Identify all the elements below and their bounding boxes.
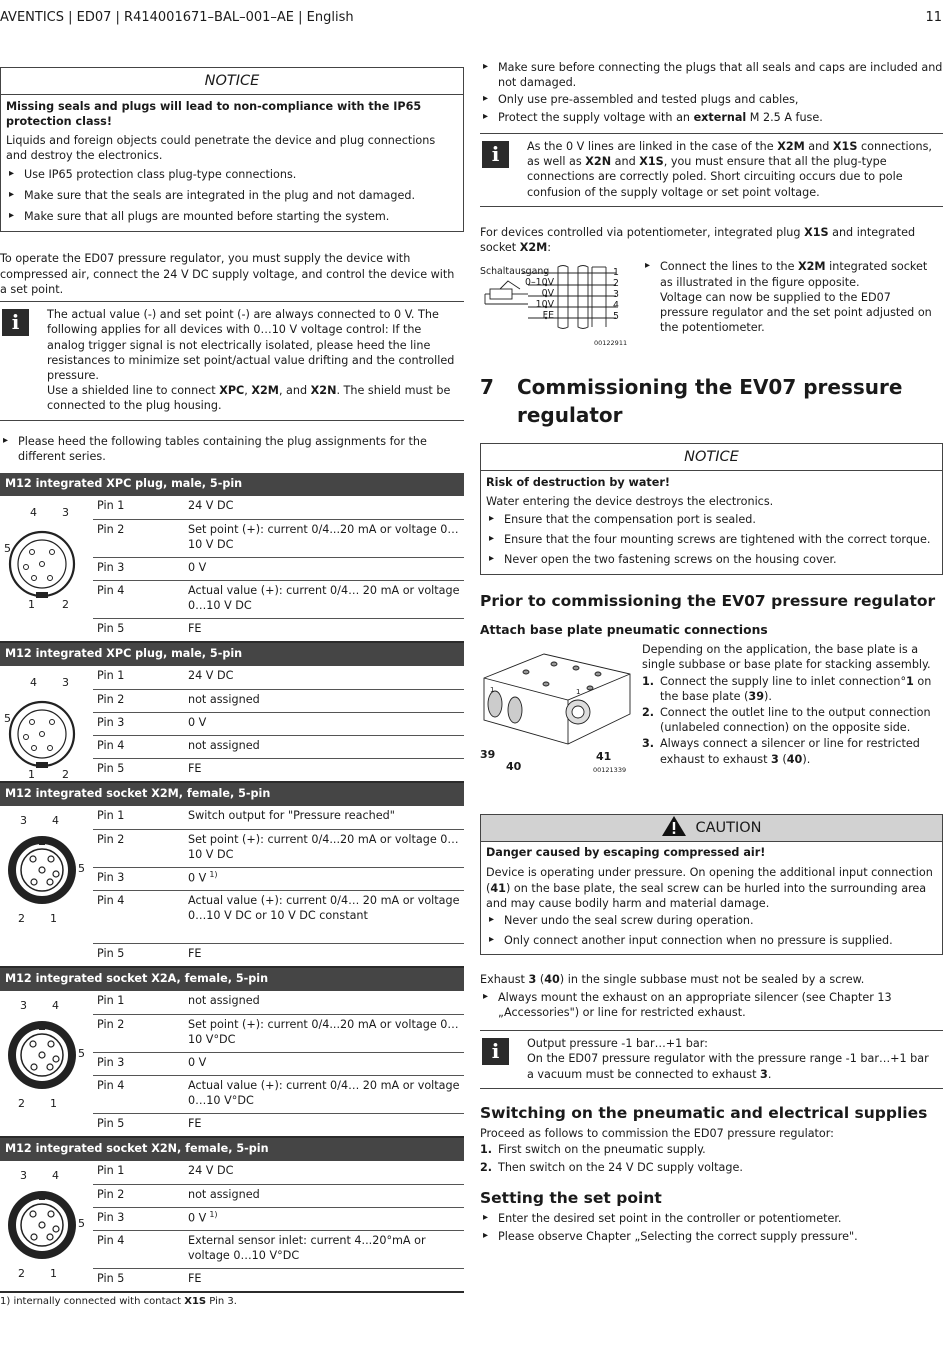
table-row <box>93 712 464 735</box>
pin-cell: Pin 5 <box>97 1116 125 1130</box>
pin-cell: Pin 2 <box>93 829 184 867</box>
assignment-text: 0 V <box>188 1055 207 1069</box>
table-row <box>93 618 464 641</box>
table-row <box>93 689 464 712</box>
table-row <box>93 557 464 580</box>
pin-number-label: 5 <box>78 1217 85 1231</box>
pin-number-label: 4 <box>30 506 37 520</box>
bullet-item: ▸ Please heed the following tables containing the plug assignments for the different series. <box>0 434 464 464</box>
exhaust-bullet <box>480 990 943 1020</box>
assignment-text: Set point (+): current 0/4...20 mA or voltage 0…10 V DC <box>188 522 459 551</box>
caution-box <box>480 814 943 955</box>
notice-box-ip65 <box>0 67 464 232</box>
assignment-cell <box>184 943 464 966</box>
assignment-cell <box>184 1161 464 1184</box>
pin-number-label: 3 <box>62 676 69 690</box>
step-item: 3. Always connect a silencer or line for restricted exhaust to exhaust 3 (40). <box>642 737 920 766</box>
assignment-cell <box>184 689 464 712</box>
assignment-cell <box>184 1207 464 1230</box>
assignment-text: Actual value (+): current 0/4… 20 mA or voltage 0…10 V°DC <box>188 1078 460 1107</box>
assignment-cell <box>184 1075 464 1113</box>
pin-label: 3 <box>613 289 619 301</box>
warning-icon <box>661 815 687 837</box>
table-row <box>93 806 464 829</box>
pin-number-label: 2 <box>18 1097 25 1111</box>
table-row <box>93 519 464 557</box>
pin-cell: Pin 1 <box>93 806 184 829</box>
plug-table <box>0 991 464 1138</box>
pin-cell: Pin 5 <box>97 761 125 775</box>
assignment-cell <box>184 890 464 943</box>
plug-table-title: M12 integrated XPC plug, male, 5-pin <box>0 643 464 666</box>
notice-title: NOTICE <box>1 68 463 95</box>
footnote: 1) internally connected with contact X1S Pin 3. <box>0 1296 237 1308</box>
info-text: Output pressure -1 bar…+1 bar: <box>527 1037 708 1051</box>
info-text: On the ED07 pressure regulator with the pressure range -1 bar…+1 bar a vacuum must be connected to exhaust 3. <box>527 1052 929 1081</box>
exhaust-text: Exhaust 3 (40) in the single subbase must not be sealed by a screw. <box>480 973 865 987</box>
pin-cell: Pin 3 <box>93 1207 184 1230</box>
assignment-text: Actual value (+): current 0/4… 20 mA or voltage 0…10 V DC <box>188 583 460 612</box>
table-row <box>93 735 464 758</box>
bullet-item: ▸ Never open the two fastening screws on the housing cover. <box>486 552 937 567</box>
pin-number-label: 1 <box>50 1267 57 1281</box>
table-row <box>93 1161 464 1184</box>
assignment-cell <box>184 519 464 557</box>
notice-text: Water entering the device destroys the electronics. <box>486 495 774 509</box>
step-item: 2. Connect the outlet line to the output connection (unlabeled connection) on the opposite side. <box>642 705 931 735</box>
baseplate-block <box>480 642 943 800</box>
bullet-item: ▸ Use IP65 protection class plug-type connections. <box>6 167 458 182</box>
assignment-text: 24 V DC <box>188 669 234 683</box>
pin-cell: Pin 1 <box>93 991 184 1014</box>
pin-number-label: 4 <box>30 676 37 690</box>
bullet-item: ▸ Protect the supply voltage with an external M 2.5 A fuse. <box>480 110 943 125</box>
wiring-label: 0V <box>541 288 554 300</box>
assignment-text: FE <box>188 1116 202 1130</box>
plug-bullets <box>480 60 943 125</box>
plug-table-title: M12 integrated socket X2A, female, 5-pin <box>0 968 464 991</box>
pin-cell: Pin 4 <box>93 735 184 758</box>
callout-39: 39 <box>480 748 496 762</box>
pin-cell: Pin 2 <box>93 1014 184 1052</box>
pin-cell: Pin 3 <box>93 712 184 735</box>
assignment-text: 0 V <box>188 871 207 885</box>
pin-label: 5 <box>613 311 619 323</box>
assignment-text: Set point (+): current 0/4...20 mA or voltage 0…10 V°DC <box>188 1017 459 1046</box>
intro-paragraph: To operate the ED07 pressure regulator, you must supply the device with compressed air, connect the 24 V DC supply voltage, and control the device with a set point. <box>0 252 455 296</box>
table-row <box>93 1268 464 1291</box>
assignment-cell <box>184 1052 464 1075</box>
pin-number-label: 1 <box>28 768 35 782</box>
assignment-cell <box>184 496 464 519</box>
plug-table-title: M12 integrated XPC plug, male, 5-pin <box>0 473 464 496</box>
bullet-item: ▸ Never undo the seal screw during operation. <box>486 913 937 928</box>
info-icon: i <box>482 1038 509 1065</box>
m12-plug-male-diagram <box>4 512 88 622</box>
assignment-text: not assigned <box>188 1187 260 1201</box>
figure-code: 00121339 <box>593 766 627 775</box>
plug-tables <box>0 473 464 1293</box>
wiring-block <box>480 261 943 355</box>
assignment-cell <box>184 1268 464 1291</box>
info-box-vacuum <box>480 1030 943 1089</box>
plug-table <box>0 1161 464 1293</box>
pin-number-label: 3 <box>20 814 27 828</box>
m12-socket-female-diagram <box>4 822 88 932</box>
table-row <box>93 890 464 943</box>
pin-cell: Pin 4 <box>93 1075 184 1113</box>
callout-41: 41 <box>596 750 612 764</box>
info-box-poles <box>480 133 943 207</box>
pin-cell: Pin 2 <box>93 1184 184 1207</box>
table-row <box>93 496 464 519</box>
assignment-cell <box>184 1113 464 1136</box>
pin-cell: Pin 4 <box>93 580 184 618</box>
m12-socket-female-diagram <box>4 1177 88 1287</box>
assignment-text: not assigned <box>188 738 260 752</box>
page-number: 11 <box>925 10 942 25</box>
assignment-cell <box>184 712 464 735</box>
bullet-item: ▸ Make sure that the seals are integrated in the plug and not damaged. <box>6 188 458 203</box>
tables-note <box>0 434 464 464</box>
assignment-cell <box>184 991 464 1014</box>
bullet-item: ▸ Ensure that the four mounting screws are tightened with the correct torque. <box>486 532 937 547</box>
bullet-item: ▸ Please observe Chapter „Selecting the correct supply pressure". <box>480 1229 943 1244</box>
pin-number-label: 1 <box>28 598 35 612</box>
bullet-item: ▸ Make sure before connecting the plugs that all seals and caps are included and not damaged. <box>480 60 943 90</box>
wiring-labels <box>480 266 554 321</box>
info-text: The actual value (-) and set point (-) are always connected to 0 V. The following applies for all devices with 0…10 V voltage control: If the analog trigger signal is not electrically isolated, please heed the line resistances to minimize set point/actual value drifting and the controlled pressure. <box>47 308 455 382</box>
assignment-text: FE <box>188 1271 202 1285</box>
assignment-text: FE <box>188 946 202 960</box>
info-icon: i <box>482 141 509 168</box>
assignment-text: Actual value (+): current 0/4… 20 mA or voltage 0…10 V DC or 10 V DC constant <box>188 893 460 922</box>
table-row <box>93 1184 464 1207</box>
table-row <box>93 991 464 1014</box>
assignment-text: 24 V DC <box>188 1164 234 1178</box>
pin-cell: Pin 2 <box>93 689 184 712</box>
assignment-cell <box>184 557 464 580</box>
assignment-cell <box>184 1184 464 1207</box>
assignment-text: 0 V <box>188 715 207 729</box>
pin-table <box>93 991 464 1136</box>
bullet-item: ▸ Make sure that all plugs are mounted before starting the system. <box>6 209 458 224</box>
table-row <box>93 867 464 890</box>
bullet-item: ▸ Only use pre-assembled and tested plugs and cables, <box>480 92 943 107</box>
pin-table <box>93 1161 464 1291</box>
bullet-item: ▸ Enter the desired set point in the controller or potentiometer. <box>480 1211 943 1226</box>
pin-label: 4 <box>613 300 619 312</box>
bullet-item: ▸ Connect the lines to the X2M integrated socket as illustrated in the figure opposite. Voltage can now be supplied to the ED07 pressure regulator and the set point adjusted on the potentiometer. <box>642 259 942 335</box>
assignment-text: Switch output for "Pressure reached" <box>188 809 395 823</box>
pin-cell: Pin 4 <box>93 1230 184 1268</box>
subsection-heading-attach: Attach base plate pneumatic connections <box>480 623 768 638</box>
pin-number-label: 5 <box>78 1047 85 1061</box>
footnote-ref: 1) <box>209 869 218 879</box>
pin-number-label: 4 <box>52 814 59 828</box>
pin-number-label: 2 <box>18 1267 25 1281</box>
table-row <box>93 666 464 689</box>
pin-number-label: 5 <box>4 542 11 556</box>
notice-title: NOTICE <box>481 444 942 471</box>
step-item: 1. First switch on the pneumatic supply. <box>480 1143 706 1157</box>
baseplate-label: 1 <box>490 686 495 695</box>
plug-table <box>0 666 464 783</box>
pin-cell: Pin 3 <box>93 1052 184 1075</box>
caution-header <box>481 815 942 842</box>
pin-cell: Pin 5 <box>97 1271 125 1285</box>
pin-table <box>93 806 464 966</box>
pin-label: 2 <box>613 278 619 290</box>
assignment-cell <box>184 618 464 641</box>
pin-number-label: 3 <box>62 506 69 520</box>
pin-cell: Pin 2 <box>93 519 184 557</box>
notice-bullets <box>6 167 458 225</box>
pin-cell: Pin 4 <box>93 890 184 943</box>
wiring-label: FE <box>542 310 554 322</box>
pin-cell: Pin 3 <box>93 867 184 890</box>
table-row <box>93 1014 464 1052</box>
caution-bullets <box>486 913 937 948</box>
caution-body <box>481 842 942 954</box>
chapter-heading: 7 Commissioning the EV07 pressure regulator <box>480 375 903 428</box>
assignment-cell <box>184 806 464 829</box>
pin-cell: Pin 1 <box>93 1161 184 1184</box>
assignment-text: Set point (+): current 0/4...20 mA or voltage 0…10 V DC <box>188 832 459 861</box>
pin-cell: Pin 1 <box>93 496 184 519</box>
table-row <box>93 1207 464 1230</box>
baseplate-steps <box>642 674 943 767</box>
pin-number-label: 5 <box>78 862 85 876</box>
section-heading-prior: Prior to commissioning the EV07 pressure regulator <box>480 592 936 611</box>
baseplate-illustration <box>480 648 632 760</box>
pin-number-label: 4 <box>52 999 59 1013</box>
pin-number-label: 3 <box>20 1169 27 1183</box>
callout-40: 40 <box>506 760 522 774</box>
plug-table-title: M12 integrated socket X2N, female, 5-pin <box>0 1138 464 1161</box>
caution-title: CAUTION <box>695 820 762 837</box>
notice-box-water <box>480 443 943 575</box>
notice-text: Liquids and foreign objects could penetrate the device and plug connections and destroy the electronics. <box>6 134 436 163</box>
section-heading-setpoint: Setting the set point <box>480 1188 662 1207</box>
pin-cell: Pin 3 <box>93 557 184 580</box>
step-item: 1. Connect the supply line to inlet connection°1 on the base plate (39). <box>642 674 932 703</box>
notice-subtitle: Risk of destruction by water! <box>486 476 670 490</box>
page-header <box>0 9 946 29</box>
info-box-zero-volt <box>0 301 464 421</box>
pin-cell: Pin 1 <box>93 666 184 689</box>
pin-number-label: 2 <box>62 598 69 612</box>
section-heading-switching: Switching on the pneumatic and electrical supplies <box>480 1103 928 1122</box>
plug-table <box>0 806 464 968</box>
step-item: 2. Then switch on the 24 V DC supply voltage. <box>480 1161 743 1175</box>
table-row <box>93 829 464 867</box>
table-row <box>93 1113 464 1136</box>
potentiometer-text: For devices controlled via potentiometer, integrated plug X1S and integrated socket X2M: <box>480 225 916 255</box>
wiring-pins <box>613 267 619 322</box>
pin-cell: Pin 5 <box>97 946 125 960</box>
info-icon: i <box>2 309 29 336</box>
assignment-cell <box>184 829 464 867</box>
info-text: As the 0 V lines are linked in the case of the X2M and X1S connections, as well as X2N and X1S, you must ensure that all the plug-type connections are correctly poled. Short circuiting occurs due to pole confusion of the supply voltage or set point voltage. <box>527 139 932 199</box>
pin-number-label: 1 <box>50 1097 57 1111</box>
pin-number-label: 4 <box>52 1169 59 1183</box>
caution-subtitle: Danger caused by escaping compressed air! <box>486 846 766 860</box>
pin-label: 1 <box>613 267 619 279</box>
pin-cell: Pin 5 <box>97 621 125 635</box>
baseplate-label: 1 <box>576 688 581 697</box>
m12-plug-male-diagram <box>4 682 88 792</box>
caution-text: Device is operating under pressure. On opening the additional input connection (41) on the base plate, the seal screw can be hurled into the surrounding area and may cause bodily harm and material damage. <box>486 866 933 910</box>
assignment-text: 24 V DC <box>188 499 234 513</box>
baseplate-intro: Depending on the application, the base plate is a single subbase or base plate for stacking assembly. <box>642 643 931 672</box>
assignment-text: 0 V <box>188 1211 207 1225</box>
table-row <box>93 943 464 966</box>
table-row <box>93 758 464 781</box>
pin-table <box>93 496 464 641</box>
plug-table-title: M12 integrated socket X2M, female, 5-pin <box>0 783 464 806</box>
assignment-text: External sensor inlet: current 4...20°mA or voltage 0…10 V°DC <box>188 1233 426 1262</box>
setpoint-bullets <box>480 1211 943 1244</box>
bullet-item: ▸ Ensure that the compensation port is sealed. <box>486 512 937 527</box>
switching-intro: Proceed as follows to commission the ED07 pressure regulator: <box>480 1126 834 1140</box>
table-row <box>93 580 464 618</box>
info-text-shield: Use a shielded line to connect XPC, X2M, and X2N. The shield must be connected to the plug housing. <box>47 384 451 413</box>
switching-steps <box>480 1142 943 1175</box>
baseplate-text <box>642 642 943 768</box>
wiring-label: 10V <box>535 299 554 311</box>
left-column <box>0 67 464 1309</box>
wiring-label: Schaltausgang <box>480 266 550 278</box>
pin-number-label: 1 <box>50 912 57 926</box>
table-row <box>93 1052 464 1075</box>
notice-subtitle: Missing seals and plugs will lead to non-compliance with the IP65 protection class! <box>6 99 422 128</box>
assignment-cell <box>184 1230 464 1268</box>
table-row <box>93 1075 464 1113</box>
pin-number-label: 5 <box>4 712 11 726</box>
assignment-cell <box>184 867 464 890</box>
bullet-item: ▸ Always mount the exhaust on an appropriate silencer (see Chapter 13 „Accessories") or line for restricted exhaust. <box>480 990 943 1020</box>
assignment-text: FE <box>188 761 202 775</box>
assignment-text: not assigned <box>188 994 260 1008</box>
table-row <box>93 1230 464 1268</box>
assignment-cell <box>184 1014 464 1052</box>
assignment-cell <box>184 666 464 689</box>
wiring-label: 0–10V <box>525 277 554 289</box>
right-column <box>480 58 943 1246</box>
notice-bullets <box>486 512 937 568</box>
pin-number-label: 3 <box>20 999 27 1013</box>
pin-table <box>93 666 464 781</box>
plug-table <box>0 496 464 643</box>
figure-code: 00122911 <box>594 339 628 348</box>
connect-bullet <box>642 257 942 337</box>
bullet-item: ▸ Only connect another input connection when no pressure is supplied. <box>486 933 937 948</box>
m12-socket-female-diagram <box>4 1007 88 1117</box>
footnote-ref: 1) <box>209 1209 218 1219</box>
pin-number-label: 2 <box>62 768 69 782</box>
pin-number-label: 2 <box>18 912 25 926</box>
assignment-text: not assigned <box>188 692 260 706</box>
assignment-cell <box>184 580 464 618</box>
assignment-text: FE <box>188 621 202 635</box>
header-title: AVENTICS | ED07 | R414001671–BAL–001–AE | English <box>0 10 354 25</box>
assignment-text: 0 V <box>188 560 207 574</box>
assignment-cell <box>184 758 464 781</box>
assignment-cell <box>184 735 464 758</box>
